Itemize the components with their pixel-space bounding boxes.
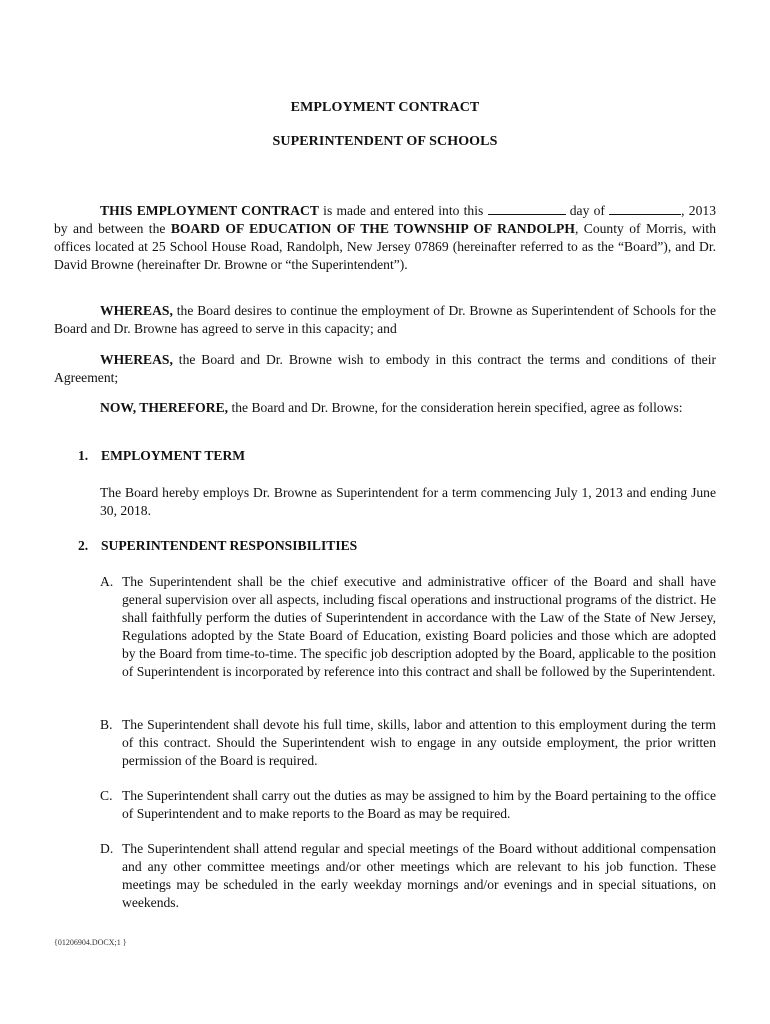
whereas-lead-2: WHEREAS, <box>100 352 173 367</box>
month-blank <box>609 200 681 215</box>
whereas-text-2: the Board and Dr. Browne wish to embody in this contract the terms and conditions of their Agreement; <box>54 352 716 385</box>
whereas-lead-1: WHEREAS, <box>100 303 173 318</box>
intro-part4: , County of Morris, with offices located at 25 School House Road, Randolph, New Jersey 07869 (hereinafter referred to as the “Board”), and Dr. David Browne (hereinafter Dr. Browne or “the Superintendent”). <box>54 221 716 272</box>
item-text: The Superintendent shall carry out the duties as may be assigned to him by the Board pertaining to the office of Superintendent and to make reports to the Board as may be required. <box>122 788 716 821</box>
section-2-title: SUPERINTENDENT RESPONSIBILITIES <box>101 538 358 553</box>
section-1-text: The Board hereby employs Dr. Browne as Superintendent for a term commencing July 1, 2013 and ending June 30, 2018. <box>100 485 716 518</box>
item-letter: B. <box>100 717 113 732</box>
now-therefore-paragraph <box>54 399 716 417</box>
day-blank <box>488 200 566 215</box>
whereas-paragraph-1 <box>54 302 716 338</box>
item-text: The Superintendent shall attend regular and special meetings of the Board without additional compensation and any other committee meetings and/or other meetings which are relevant to his job function. These meetings may be scheduled in the early weekday mornings and/or evenings and in special situations, on weekends. <box>122 841 716 910</box>
section-1-number: 1. <box>78 448 89 463</box>
document-subtitle: SUPERINTENDENT OF SCHOOLS <box>272 134 498 149</box>
now-therefore-text: the Board and Dr. Browne, for the consideration herein specified, agree as follows: <box>228 400 683 415</box>
item-letter: C. <box>100 788 113 803</box>
section-2-heading <box>78 538 357 554</box>
item-letter: A. <box>100 574 114 589</box>
intro-part2: day of <box>565 203 610 218</box>
now-therefore-lead: NOW, THEREFORE, <box>100 400 229 415</box>
document-title: EMPLOYMENT CONTRACT <box>290 100 480 115</box>
item-text: The Superintendent shall devote his full time, skills, labor and attention to this employment during the term of this contract. Should the Superintendent wish to engage in any outside employment, the prior written permission of the Board is required. <box>122 717 716 768</box>
section-1-heading <box>78 448 245 464</box>
whereas-text-1: the Board desires to continue the employment of Dr. Browne as Superintendent of Schools for the Board and Dr. Browne has agreed to serve in this capacity; and <box>54 303 716 336</box>
board-name: BOARD OF EDUCATION OF THE TOWNSHIP OF RANDOLPH <box>170 221 575 236</box>
section-2-number: 2. <box>78 538 89 553</box>
intro-part3: , 2013 by and between the <box>54 203 716 236</box>
item-letter: D. <box>100 841 114 856</box>
item-text: The Superintendent shall be the chief executive and administrative officer of the Board and shall have general supervision over all aspects, including fiscal operations and instructional programs of the district. He shall faithfully perform the duties of Superintendent in accordance with the Law of the State of New Jersey, Regulations adopted by the State Board of Education, existing Board policies and those which are adopted by the Board from time-to-time. The specific job description adopted by the Board, applicable to the position of Superintendent is incorporated by reference into this contract and shall be followed by the Superintendent. <box>122 574 716 679</box>
intro-part1: is made and entered into this <box>318 203 488 218</box>
section-1-title: EMPLOYMENT TERM <box>101 448 246 463</box>
intro-paragraph <box>54 200 716 274</box>
intro-lead: THIS EMPLOYMENT CONTRACT <box>100 203 319 218</box>
whereas-paragraph-2 <box>54 351 716 387</box>
document-id-footer: {01206904.DOCX;1 } <box>54 938 127 947</box>
